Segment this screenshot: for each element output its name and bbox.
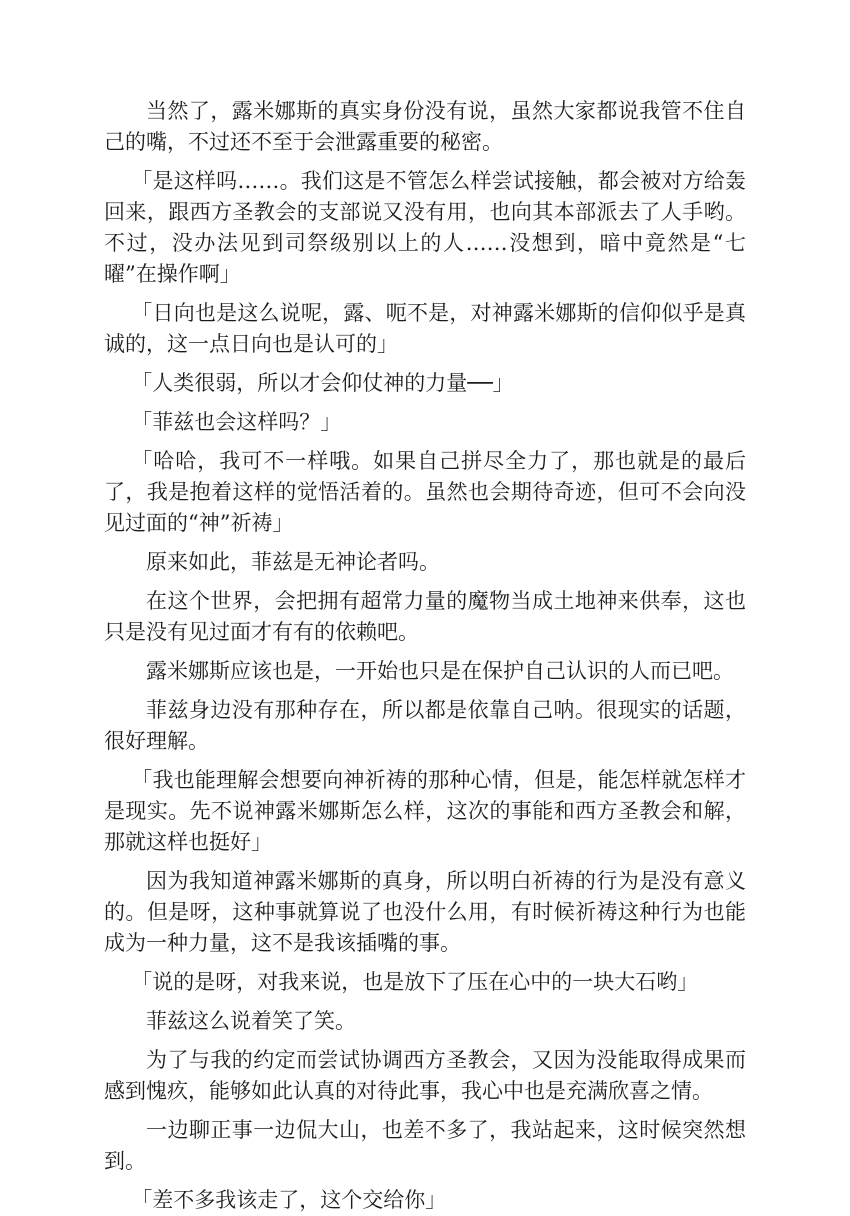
paragraph-1: 当然了，露米娜斯的真实身份没有说，虽然大家都说我管不住自己的嘴，不过还不至于会泄露重要的秘密。 <box>104 99 746 154</box>
paragraph-17: 「差不多我该走了，这个交给你」 <box>131 1188 447 1212</box>
paragraph-9: 露米娜斯应该也是，一开始也只是在保护自己认识的人而已吧。 <box>146 659 734 683</box>
paragraph-6: 「哈哈，我可不一样哦。如果自己拼尽全力了，那也就是的最后了，我是抱着这样的觉悟活着的。虽然也会期待奇迹，但可不会向没见过面的“神”祈祷」 <box>104 449 746 535</box>
paragraph-3: 「日向也是这么说呢，露、呃不是，对神露米娜斯的信仰似乎是真诚的，这一点日向也是认可的」 <box>104 301 746 356</box>
paragraph-10: 菲兹身边没有那种存在，所以都是依靠自己呐。很现实的话题，很好理解。 <box>104 698 746 753</box>
paragraph-8: 在这个世界，会把拥有超常力量的魔物当成土地神来供奉，这也只是没有见过面才有有的依赖吧。 <box>104 589 746 644</box>
paragraph-14: 菲兹这么说着笑了笑。 <box>146 1009 356 1033</box>
paragraph-7: 原来如此，菲兹是无神论者吗。 <box>146 550 440 574</box>
paragraph-13: 「说的是呀，对我来说，也是放下了压在心中的一块大石哟」 <box>131 970 699 994</box>
paragraph-15: 为了与我的约定而尝试协调西方圣教会，又因为没能取得成果而感到愧疚，能够如此认真的对待此事，我心中也是充满欣喜之情。 <box>104 1048 746 1103</box>
paragraph-16: 一边聊正事一边侃大山，也差不多了，我站起来，这时候突然想到。 <box>104 1118 746 1173</box>
paragraph-12: 因为我知道神露米娜斯的真身，所以明白祈祷的行为是没有意义的。但是呀，这种事就算说了也没什么用，有时候祈祷这种行为也能成为一种力量，这不是我该插嘴的事。 <box>104 869 746 955</box>
paragraph-2: 「是这样吗……。我们这是不管怎么样尝试接触，都会被对方给轰回来，跟西方圣教会的支部说又没有用，也向其本部派去了人手哟。不过，没办法见到司祭级别以上的人……没想到，暗中竟然是“七曜”在操作啊」 <box>104 169 746 286</box>
paragraph-11: 「我也能理解会想要向神祈祷的那种心情，但是，能怎样就怎样才是现实。先不说神露米娜斯怎么样，这次的事能和西方圣教会和解，那就这样也挺好」 <box>104 768 746 854</box>
paragraph-5: 「菲兹也会这样吗？」 <box>131 410 342 434</box>
paragraph-4: 「人类很弱，所以才会仰仗神的力量──」 <box>131 371 514 395</box>
